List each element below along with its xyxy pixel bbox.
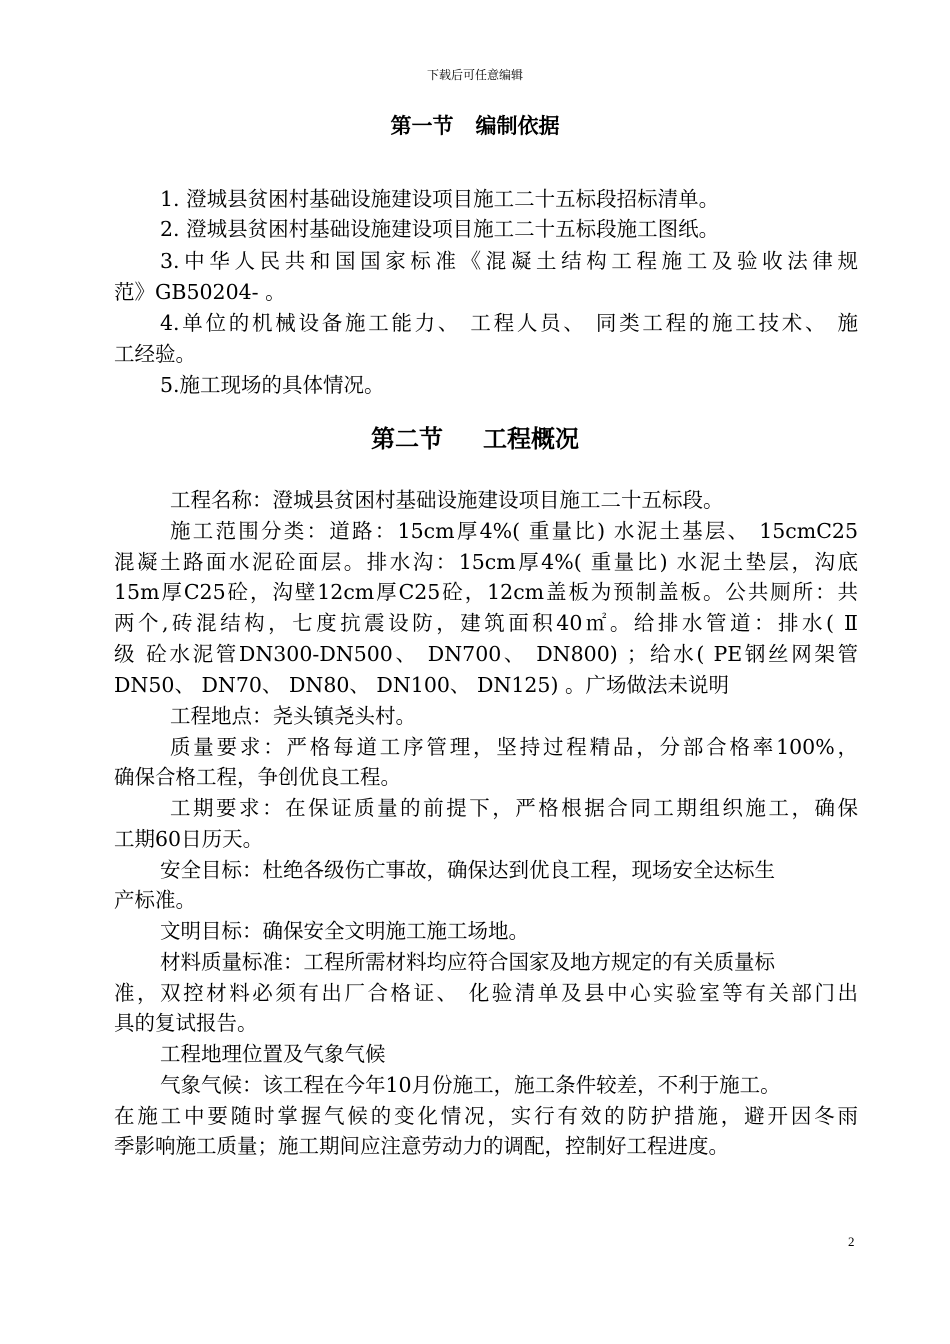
paragraph-line: 工程地理位置及气象气候 <box>160 1042 386 1066</box>
paragraph-line: 工程地点：尧头镇尧头村。 <box>170 704 416 728</box>
paragraph-line: 工程名称：澄城县贫困村基础设施建设项目施工二十五标段。 <box>170 488 724 512</box>
paragraph-line: 15m厚C25砼，沟壁12cm厚C25砼，12cm盖板为预制盖板。公共厕所：共 <box>114 580 858 604</box>
paragraph-line: 1. 澄城县贫困村基础设施建设项目施工二十五标段招标清单。 <box>160 187 720 211</box>
paragraph-line: 3.中华人民共和国国家标准《混凝土结构工程施工及验收法律规 <box>160 249 858 273</box>
paragraph-line: 级 砼水泥管DN300-DN500、 DN700、 DN800) ；给水( PE钢丝网架管 <box>114 642 858 666</box>
paragraph-line: 准，双控材料必须有出厂合格证、 化验清单及县中心实验室等有关部门出 <box>114 981 858 1005</box>
paragraph-line: 确保合格工程，争创优良工程。 <box>114 765 401 789</box>
paragraph-line: 安全目标：杜绝各级伤亡事故，确保达到优良工程，现场安全达标生 <box>160 858 775 882</box>
section-heading-overview <box>0 419 950 454</box>
page-number: 2 <box>848 1234 855 1249</box>
paragraph-line: 在施工中要随时掌握气候的变化情况，实行有效的防护措施，避开因冬雨 <box>114 1104 858 1128</box>
section-heading-basis <box>0 110 950 140</box>
page-header-note: 下载后可任意编辑 <box>426 68 523 82</box>
paragraph-line: 2. 澄城县贫困村基础设施建设项目施工二十五标段施工图纸。 <box>160 217 720 241</box>
paragraph-line: 两个,砖混结构，七度抗震设防，建筑面积40㎡。给排水管道：排水( Ⅱ <box>114 611 858 635</box>
paragraph-line: 5.施工现场的具体情况。 <box>160 373 385 397</box>
section-title: 工程概况 <box>483 425 579 453</box>
section-number: 第二节 <box>371 425 443 453</box>
paragraph-line: 文明目标：确保安全文明施工施工场地。 <box>160 919 529 943</box>
paragraph-line: 施工范围分类：道路：15cm厚4%( 重量比) 水泥土基层、 15cmC25 <box>170 519 858 543</box>
paragraph-line: 产标准。 <box>114 888 196 912</box>
paragraph-line: 季影响施工质量；施工期间应注意劳动力的调配，控制好工程进度。 <box>114 1134 729 1158</box>
paragraph-line: 范》GB50204- 。 <box>114 280 286 304</box>
paragraph-line: 气象气候：该工程在今年10月份施工，施工条件较差，不利于施工。 <box>160 1073 781 1097</box>
paragraph-line: 质量要求：严格每道工序管理，坚持过程精品，分部合格率100%， <box>170 735 858 759</box>
paragraph-line: DN50、 DN70、 DN80、 DN100、 DN125) 。广场做法未说明 <box>114 673 729 697</box>
paragraph-line: 具的复试报告。 <box>114 1011 258 1035</box>
paragraph-line: 混凝土路面水泥砼面层。排水沟：15cm厚4%( 重量比) 水泥土垫层，沟底 <box>114 550 858 574</box>
section-title: 编制依据 <box>475 114 560 138</box>
section-number: 第一节 <box>390 114 454 138</box>
paragraph-line: 工期要求：在保证质量的前提下，严格根据合同工期组织施工，确保 <box>170 796 858 820</box>
paragraph-line: 材料质量标准：工程所需材料均应符合国家及地方规定的有关质量标 <box>160 950 775 974</box>
paragraph-line: 工期60日历天。 <box>114 827 264 851</box>
paragraph-line: 工经验。 <box>114 342 196 366</box>
paragraph-line: 4.单位的机械设备施工能力、 工程人员、 同类工程的施工技术、 施 <box>160 311 858 335</box>
